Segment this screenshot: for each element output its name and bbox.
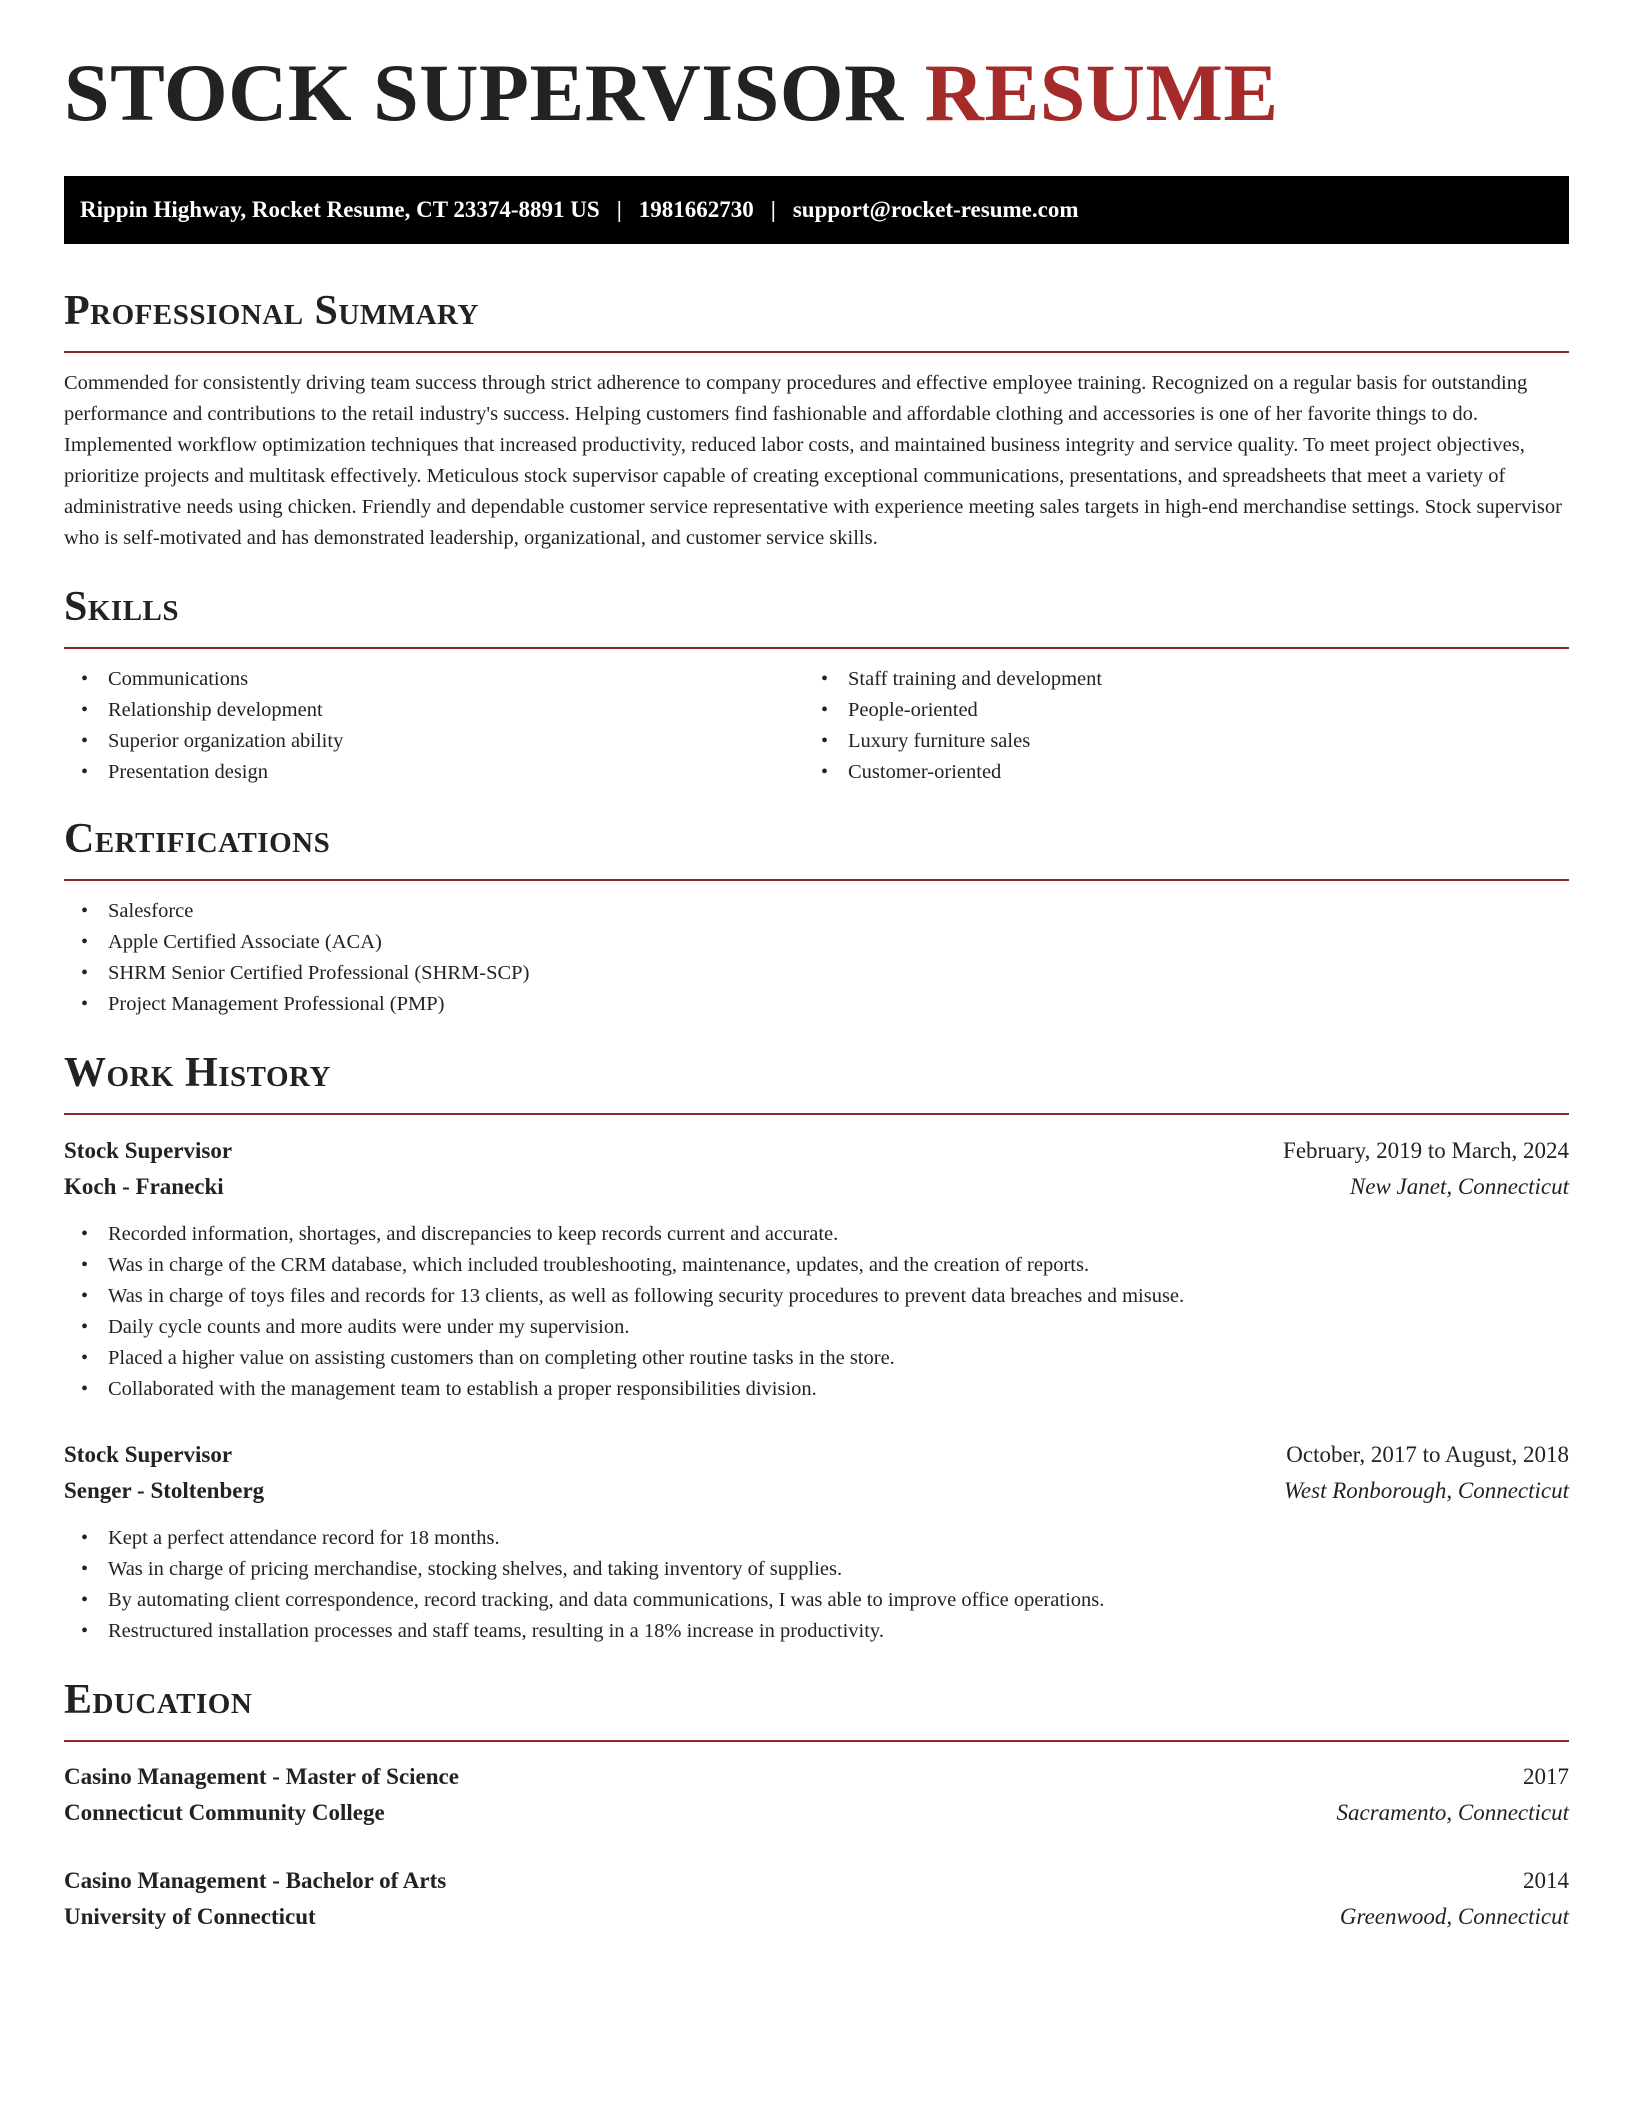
skill-item: • Relationship development	[64, 695, 343, 726]
skill-item: • Luxury furniture sales	[804, 726, 1102, 757]
section-divider	[64, 1740, 1569, 1742]
section-divider	[64, 351, 1569, 353]
job-duty-item: • Kept a perfect attendance record for 18 months.	[64, 1523, 1104, 1554]
education-year: 2014	[1523, 1868, 1569, 1893]
certifications-heading: Certifications	[64, 816, 331, 862]
contact-phone[interactable]: 1981662730	[638, 197, 754, 222]
job-duty-item: • Recorded information, shortages, and discrepancies to keep records current and accurate.	[64, 1219, 1184, 1250]
job-duty-item: • Was in charge of toys files and records for 13 clients, as well as following security procedures to prevent data breaches and misuse.	[64, 1281, 1184, 1312]
certifications-list	[64, 896, 529, 1020]
work-history-heading: Work History	[64, 1050, 331, 1096]
job-duty-item: • Daily cycle counts and more audits were under my supervision.	[64, 1312, 1184, 1343]
education-year: 2017	[1523, 1764, 1569, 1789]
job-company: Koch - Franecki	[64, 1174, 224, 1199]
section-divider	[64, 647, 1569, 649]
job-duty-item: • Was in charge of the CRM database, which included troubleshooting, maintenance, updates, and the creation of reports.	[64, 1250, 1184, 1281]
education-location: Sacramento, Connecticut	[1336, 1800, 1569, 1825]
skill-item: • People-oriented	[804, 695, 1102, 726]
contact-separator: |	[616, 197, 622, 222]
summary-heading: Professional Summary	[64, 288, 479, 334]
summary-text: Commended for consistently driving team success through strict adherence to company procedures and effective employee training. Recognized on a regular basis for outstanding performance and contributions to the retail industry's success. Helping customers find fashionable and affordable clothing and accessories is one of her favorite things to do. Implemented workflow optimization techniques that increased productivity, reduced labor costs, and maintained business integrity and service quality. To meet project objectives, prioritize projects and multitask effectively. Meticulous stock supervisor capable of creating exceptional communications, presentations, and spreadsheets that meet a variety of administrative needs using chicken. Friendly and dependable customer service representative with experience meeting sales targets in high-end merchandise settings. Stock supervisor who is self-motivated and has demonstrated leadership, organizational, and customer service skills.	[64, 372, 1562, 549]
job-company: Senger - Stoltenberg	[64, 1478, 265, 1503]
job-location: New Janet, Connecticut	[1349, 1174, 1569, 1199]
job-header	[64, 1437, 1569, 1473]
skill-item: • Presentation design	[64, 757, 343, 788]
job-title: Stock Supervisor	[64, 1442, 233, 1467]
job-title: Stock Supervisor	[64, 1138, 233, 1163]
certification-item: • Project Management Professional (PMP)	[64, 989, 529, 1020]
skills-list-right	[804, 664, 1102, 788]
skills-heading: Skills	[64, 584, 180, 630]
job-duty-item: • Restructured installation processes and staff teams, resulting in a 18% increase in productivity.	[64, 1616, 1104, 1647]
skill-item: • Customer-oriented	[804, 757, 1102, 788]
job-duty-item: • Collaborated with the management team to establish a proper responsibilities division.	[64, 1374, 1184, 1405]
job-header	[64, 1133, 1569, 1169]
education-location: Greenwood, Connecticut	[1339, 1904, 1569, 1929]
skill-item: • Communications	[64, 664, 343, 695]
title-main: STOCK SUPERVISOR	[64, 47, 904, 138]
contact-separator: |	[770, 197, 776, 222]
certification-item: • Apple Certified Associate (ACA)	[64, 927, 529, 958]
job-location: West Ronborough, Connecticut	[1283, 1478, 1569, 1503]
job-subheader	[64, 1169, 1569, 1205]
certification-item: • Salesforce	[64, 896, 529, 927]
education-degree: Casino Management - Bachelor of Arts	[64, 1868, 447, 1893]
contact-email[interactable]: support@rocket-resume.com	[792, 197, 1079, 222]
skill-item: • Staff training and development	[804, 664, 1102, 695]
contact-bar	[64, 176, 1569, 244]
education-subheader	[64, 1795, 1569, 1831]
job-subheader	[64, 1473, 1569, 1509]
education-subheader	[64, 1899, 1569, 1935]
job-duty-item: • Placed a higher value on assisting customers than on completing other routine tasks in the store.	[64, 1343, 1184, 1374]
contact-address: Rippin Highway, Rocket Resume, CT 23374-8891 US	[80, 197, 600, 222]
job-dates: October, 2017 to August, 2018	[1286, 1442, 1569, 1467]
job-duty-item: • By automating client correspondence, record tracking, and data communications, I was able to improve office operations.	[64, 1585, 1104, 1616]
certification-item: • SHRM Senior Certified Professional (SHRM-SCP)	[64, 958, 529, 989]
job-dates: February, 2019 to March, 2024	[1283, 1138, 1569, 1163]
skill-item: • Superior organization ability	[64, 726, 343, 757]
education-degree: Casino Management - Master of Science	[64, 1764, 459, 1789]
title-accent: RESUME	[924, 47, 1279, 138]
skills-list-left	[64, 664, 343, 788]
education-heading: Education	[64, 1677, 253, 1723]
job-duties-list	[64, 1219, 1184, 1405]
education-header	[64, 1863, 1569, 1899]
education-header	[64, 1759, 1569, 1795]
job-duty-item: • Was in charge of pricing merchandise, stocking shelves, and taking inventory of supplies.	[64, 1554, 1104, 1585]
education-school: University of Connecticut	[64, 1904, 316, 1929]
resume-title	[64, 47, 1279, 138]
education-school: Connecticut Community College	[64, 1800, 385, 1825]
job-duties-list	[64, 1523, 1104, 1647]
section-divider	[64, 1113, 1569, 1115]
section-divider	[64, 879, 1569, 881]
